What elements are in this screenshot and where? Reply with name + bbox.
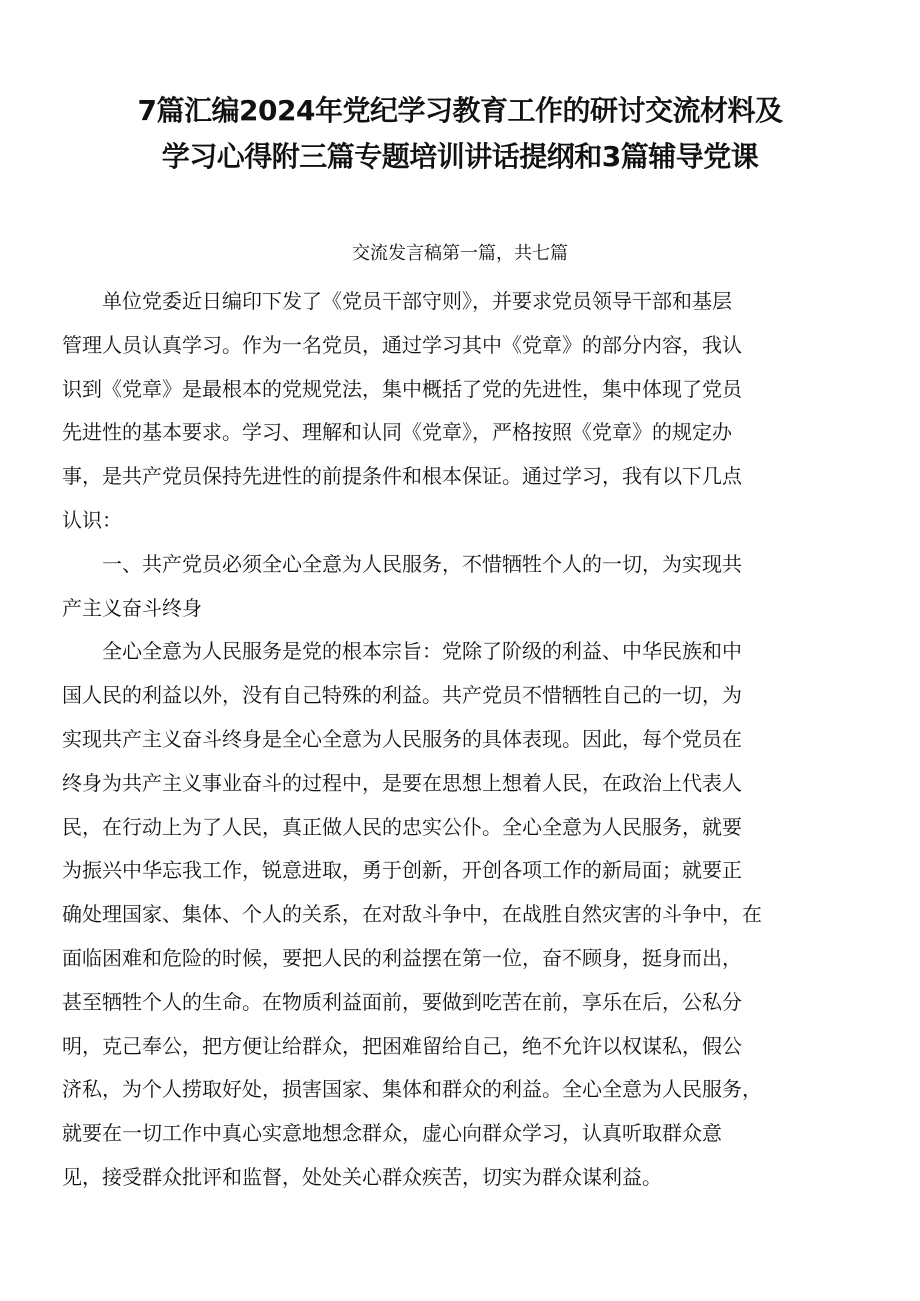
- text-line: 确处理国家、集体、个人的关系，在对敌斗争中，在战胜自然灾害的斗争中，在: [62, 902, 762, 927]
- text-line: 民，在行动上为了人民，真正做人民的忠实公仆。全心全意为人民服务，就要: [62, 814, 742, 839]
- title-line-1: 7篇汇编2024年党纪学习教育工作的研讨交流材料及: [137, 94, 783, 127]
- text-line: 一、共产党员必须全心全意为人民服务，不惜牺牲个人的一切，为实现共: [102, 551, 742, 576]
- text-line: 先进性的基本要求。学习、理解和认同《党章》，严格按照《党章》的规定办: [62, 420, 732, 445]
- text-line: 见，接受群众批评和监督，处处关心群众疾苦，切实为群众谋利益。: [62, 1164, 662, 1189]
- document-title: [60, 88, 860, 180]
- section-heading-1: [62, 543, 862, 631]
- text-line: 终身为共产主义事业奋斗的过程中，是要在思想上想着人民，在政治上代表人: [62, 770, 742, 795]
- text-line: 就要在一切工作中真心实意地想念群众，虚心向群众学习，认真听取群众意: [62, 1121, 722, 1146]
- paragraph-intro: [62, 280, 862, 543]
- text-line: 国人民的利益以外，没有自己特殊的利益。共产党员不惜牺牲自己的一切，为: [62, 683, 742, 708]
- text-line: 济私，为个人捞取好处，损害国家、集体和群众的利益。全心全意为人民服务，: [62, 1077, 762, 1102]
- text-line: 甚至牺牲个人的生命。在物质利益面前，要做到吃苦在前，享乐在后，公私分: [62, 989, 742, 1014]
- title-line-2: 学习心得附三篇专题培训讲话提纲和3篇辅导党课: [161, 140, 759, 173]
- text-line: 管理人员认真学习。作为一名党员，通过学习其中《党章》的部分内容，我认: [62, 332, 742, 357]
- text-line: 事，是共产党员保持先进性的前提条件和根本保证。通过学习，我有以下几点: [62, 464, 742, 489]
- text-line: 产主义奋斗终身: [62, 595, 202, 620]
- text-line: 识到《党章》是最根本的党规党法，集中概括了党的先进性，集中体现了党员: [62, 376, 742, 401]
- text-line: 单位党委近日编印下发了《党员干部守则》，并要求党员领导干部和基层: [102, 289, 732, 313]
- text-line: 实现共产主义奋斗终身是全心全意为人民服务的具体表现。因此，每个党员在: [62, 726, 742, 751]
- text-line: 明，克己奉公，把方便让给群众，把困难留给自己，绝不允许以权谋私，假公: [62, 1033, 742, 1058]
- text-line: 为振兴中华忘我工作，锐意进取，勇于创新，开创各项工作的新局面；就要正: [62, 858, 742, 883]
- text-line: 面临困难和危险的时候，要把人民的利益摆在第一位，奋不顾身，挺身而出，: [62, 945, 742, 970]
- document-body: [62, 280, 862, 1200]
- paragraph-body: [62, 630, 862, 1199]
- text-line: 全心全意为人民服务是党的根本宗旨：党除了阶级的利益、中华民族和中: [102, 639, 742, 664]
- section-subtitle: 交流发言稿第一篇，共七篇: [352, 243, 568, 264]
- text-line: 认识：: [62, 507, 122, 532]
